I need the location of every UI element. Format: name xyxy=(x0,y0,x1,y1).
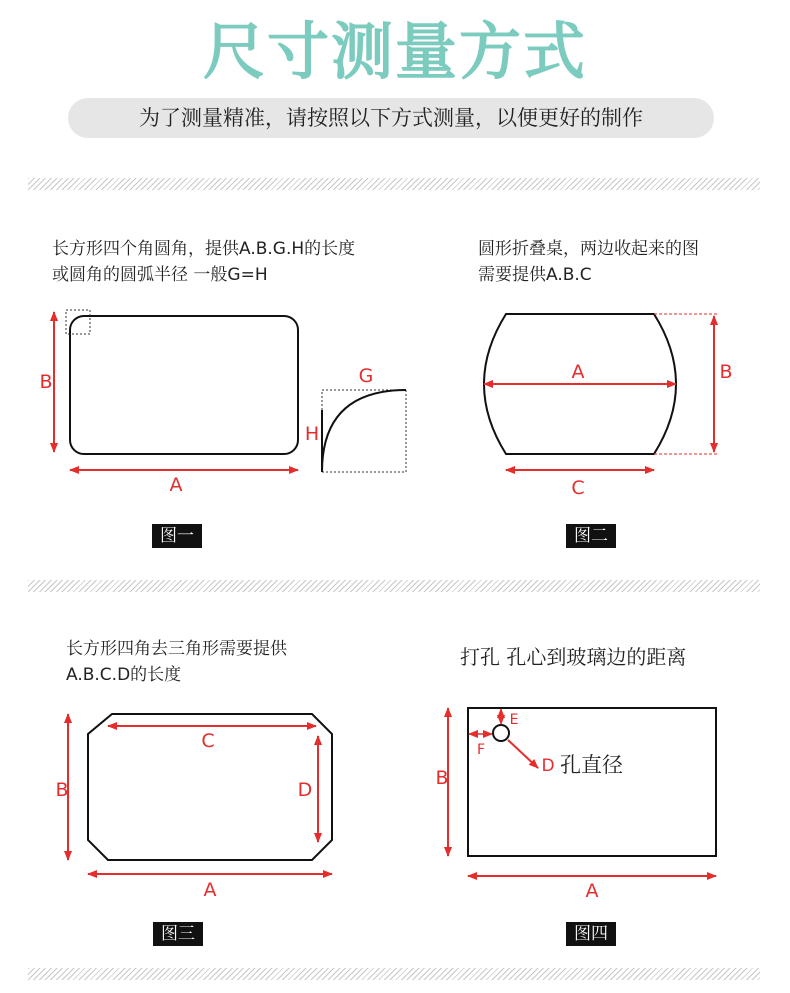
subtitle-banner: 为了测量精准，请按照以下方式测量，以便更好的制作 xyxy=(68,98,714,138)
dimension-a-label: A xyxy=(571,361,585,383)
hole-circle xyxy=(493,725,509,741)
dimension-e-label: E xyxy=(509,712,519,728)
figure-1-description: 长方形四个角圆角，提供A.B.G.H的长度 或圆角的圆弧半径 一般G=H xyxy=(52,239,356,285)
figure-3-description: 长方形四角去三角形需要提供 A.B.C.D的长度 xyxy=(66,639,287,685)
figure-4-label: 图四 xyxy=(566,922,616,946)
figure-3-label: 图三 xyxy=(153,922,203,946)
figure-2-label: 图二 xyxy=(566,524,616,548)
dimension-f-label: F xyxy=(476,742,486,758)
dimension-a-label: A xyxy=(585,880,599,902)
divider xyxy=(28,968,760,980)
hole-diameter-label: 孔直径 xyxy=(560,753,623,777)
dimension-g-label: G xyxy=(358,365,374,387)
divider xyxy=(28,580,760,592)
dimension-d-label: D xyxy=(297,779,313,801)
corner-zoom-box xyxy=(322,390,406,472)
dimension-c-label: C xyxy=(201,730,215,752)
dimension-b-label: B xyxy=(55,779,69,801)
figure-2-diagram xyxy=(440,290,780,510)
dimension-a-label: A xyxy=(203,879,217,901)
divider xyxy=(28,178,760,190)
figure-1-diagram xyxy=(0,290,420,510)
rounded-rectangle-shape xyxy=(70,316,298,454)
dimension-b-label: B xyxy=(39,371,53,393)
dimension-b-label: B xyxy=(435,767,449,789)
dimension-b-label: B xyxy=(719,361,733,383)
page-title: 尺寸测量方式 xyxy=(202,15,587,88)
dimension-d-arrow xyxy=(508,740,538,768)
figure-1-label: 图一 xyxy=(152,524,202,548)
dimension-c-label: C xyxy=(571,477,585,499)
corner-arc xyxy=(322,390,406,472)
figure-4-diagram xyxy=(420,700,780,920)
dimension-d-label: D xyxy=(541,756,555,776)
dimension-a-label: A xyxy=(169,474,183,496)
figure-2-description: 圆形折叠桌，两边收起来的图 需要提供A.B.C xyxy=(478,239,699,285)
dimension-h-label: H xyxy=(304,423,320,445)
glass-rectangle-shape xyxy=(468,708,716,856)
figure-3-diagram xyxy=(0,700,420,920)
figure-4-description: 打孔 孔心到玻璃边的距离 xyxy=(460,645,687,669)
